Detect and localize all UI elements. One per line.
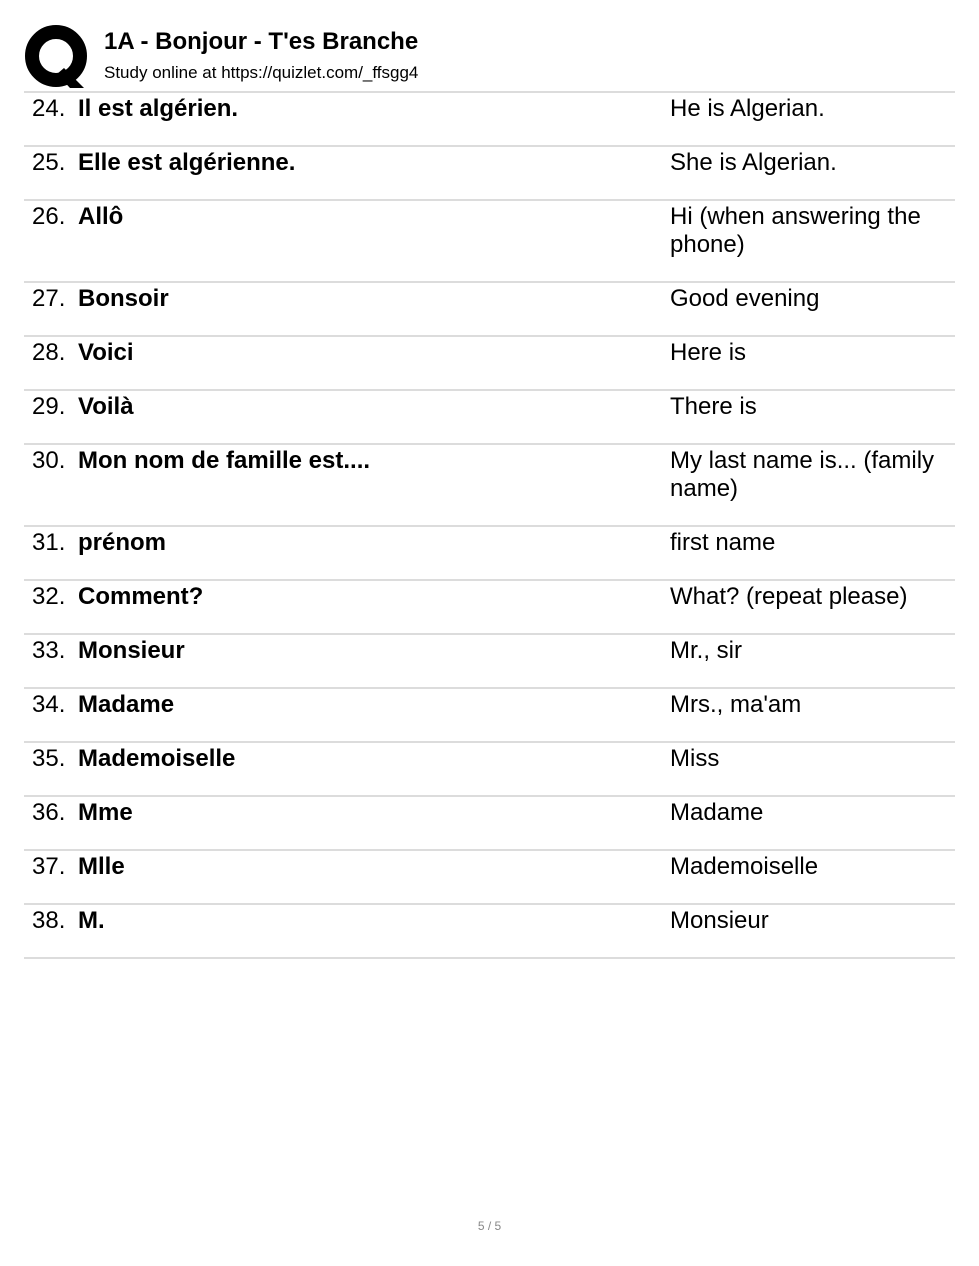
page-title: 1A - Bonjour - T'es Branche xyxy=(104,28,419,55)
quizlet-q-logo-icon xyxy=(24,24,90,90)
term-definition: Mr., sir xyxy=(670,637,742,664)
term-text: Il est algérien. xyxy=(78,95,239,122)
term-text: Mon nom de famille est.... xyxy=(78,447,371,474)
term-number: 31. xyxy=(32,529,66,556)
term-row-29 xyxy=(24,391,955,445)
term-definition: Mademoiselle xyxy=(670,853,819,880)
term-row-31 xyxy=(24,527,955,581)
term-row-30 xyxy=(24,445,955,527)
term-row-33 xyxy=(24,635,955,689)
page-number: 5 / 5 xyxy=(477,1219,502,1233)
term-row-32 xyxy=(24,581,955,635)
term-definition: Madame xyxy=(670,799,764,826)
term-text: Mlle xyxy=(78,853,125,880)
term-number: 33. xyxy=(32,637,66,664)
term-number: 26. xyxy=(32,203,66,230)
term-definition: My last name is... (family name) xyxy=(670,447,935,502)
term-text: Bonsoir xyxy=(78,285,169,312)
term-definition: There is xyxy=(670,393,757,420)
term-number: 35. xyxy=(32,745,66,772)
term-number: 38. xyxy=(32,907,66,934)
term-definition: Miss xyxy=(670,745,720,772)
term-definition: first name xyxy=(670,529,776,556)
term-number: 37. xyxy=(32,853,66,880)
term-definition: Monsieur xyxy=(670,907,769,934)
term-definition: Hi (when answering the phone) xyxy=(670,203,921,258)
term-text: Elle est algérienne. xyxy=(78,149,296,176)
term-number: 36. xyxy=(32,799,66,826)
term-row-27 xyxy=(24,283,955,337)
term-number: 34. xyxy=(32,691,66,718)
term-number: 24. xyxy=(32,95,66,122)
page-subtitle: Study online at https://quizlet.com/_ffsgg4 xyxy=(104,63,419,82)
term-text: M. xyxy=(78,907,105,934)
page-header xyxy=(24,24,955,92)
term-row-36 xyxy=(24,797,955,851)
term-definition: What? (repeat please) xyxy=(670,583,908,610)
term-text: Voilà xyxy=(78,393,134,420)
term-definition: He is Algerian. xyxy=(670,95,825,122)
term-number: 32. xyxy=(32,583,66,610)
term-text: Mme xyxy=(78,799,133,826)
term-text: Monsieur xyxy=(78,637,185,664)
term-text: Allô xyxy=(78,203,124,230)
term-row-26 xyxy=(24,201,955,283)
term-text: prénom xyxy=(78,529,167,556)
term-row-25 xyxy=(24,147,955,201)
term-row-24 xyxy=(24,93,955,147)
term-text: Madame xyxy=(78,691,175,718)
term-number: 25. xyxy=(32,149,66,176)
term-definition: Here is xyxy=(670,339,747,366)
term-list xyxy=(24,91,955,959)
term-row-37 xyxy=(24,851,955,905)
term-definition: Good evening xyxy=(670,285,820,312)
term-number: 30. xyxy=(32,447,66,474)
term-row-35 xyxy=(24,743,955,797)
term-text: Voici xyxy=(78,339,134,366)
term-definition: Mrs., ma'am xyxy=(670,691,802,718)
term-row-34 xyxy=(24,689,955,743)
term-definition: She is Algerian. xyxy=(670,149,837,176)
term-number: 27. xyxy=(32,285,66,312)
term-number: 29. xyxy=(32,393,66,420)
term-number: 28. xyxy=(32,339,66,366)
term-text: Mademoiselle xyxy=(78,745,236,772)
term-row-38 xyxy=(24,905,955,959)
term-row-28 xyxy=(24,337,955,391)
term-text: Comment? xyxy=(78,583,204,610)
